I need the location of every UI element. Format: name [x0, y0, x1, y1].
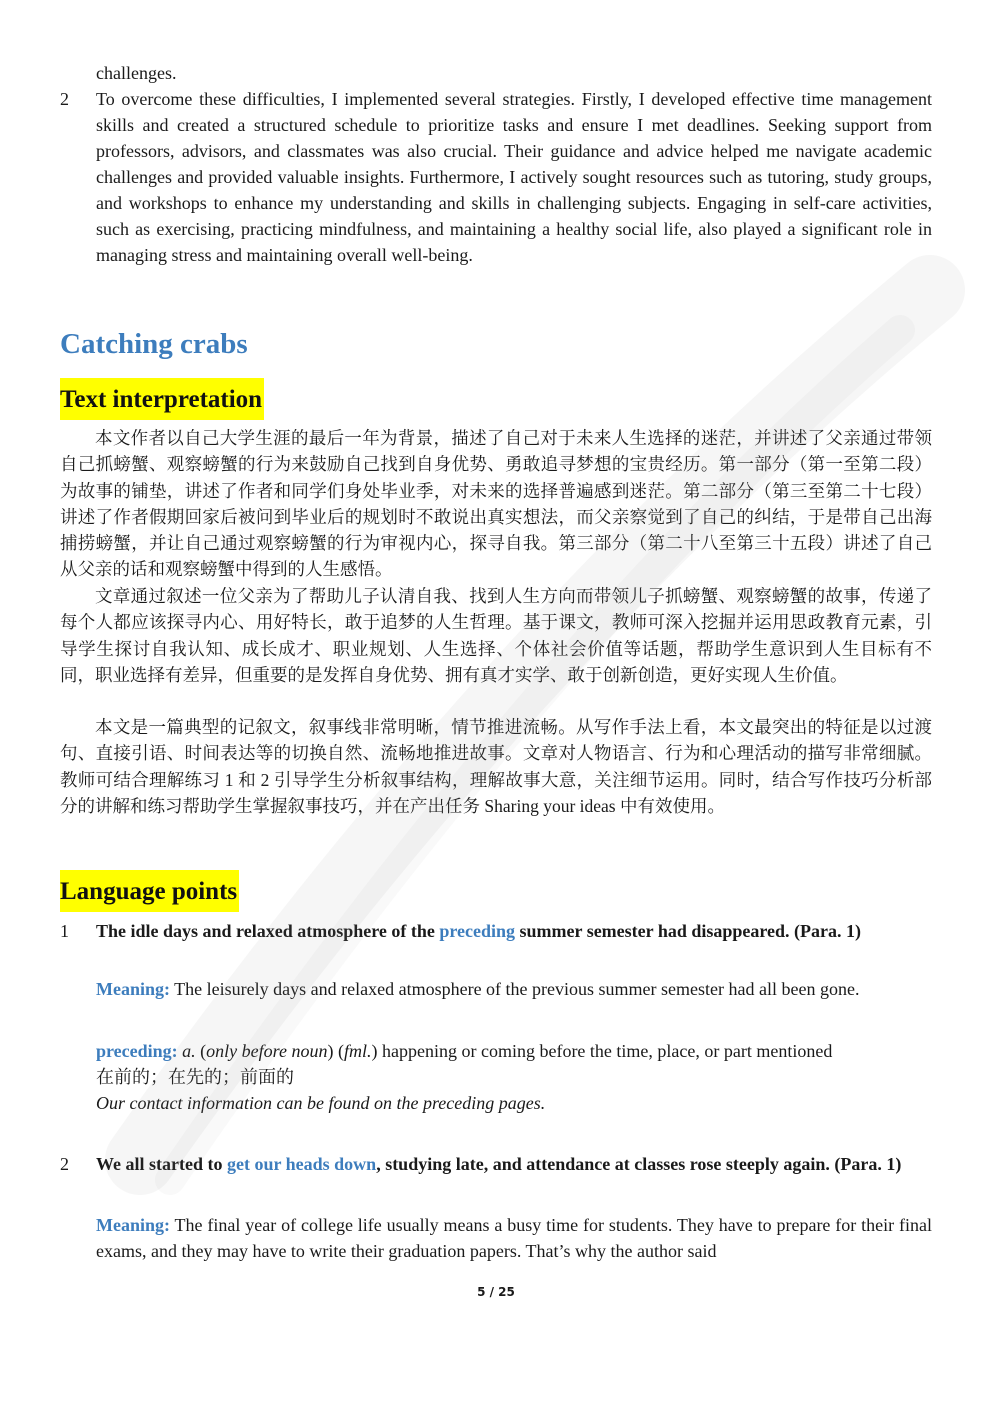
register-note: fml.	[343, 1041, 372, 1061]
example-sentence: Our contact information can be found on the preceding pages.	[96, 1093, 546, 1113]
meaning-1	[96, 976, 932, 1002]
paren-text: (	[195, 1041, 207, 1061]
sentence-text: , studying late, and attendance at classes rose steeply again. (Para. 1)	[376, 1154, 902, 1174]
key-word: preceding	[439, 921, 516, 941]
sentence-text: summer semester had disappeared. (Para. 1)	[515, 921, 862, 941]
paragraph-continuation: challenges.	[96, 63, 177, 83]
list-number: 2	[60, 1154, 69, 1174]
meaning-label: Meaning:	[96, 979, 170, 999]
list-number: 2	[60, 89, 69, 109]
key-phrase: get our heads down	[226, 1154, 377, 1174]
meaning-text: The final year of college life usually means a busy time for students. They have to prepare for their final exams, and they may have to write their graduation papers. That’s why the author said	[96, 1215, 932, 1261]
key-sentence-1	[96, 918, 932, 944]
usage-note: only before noun	[206, 1041, 328, 1061]
list-number: 1	[60, 921, 69, 941]
sentence-text: We all started to	[96, 1154, 227, 1174]
strategy-paragraph: To overcome these difficulties, I implemented several strategies. Firstly, I developed effective time management skills and created a structured schedule to prioritize tasks and ensure I met deadlines. Seeking support from professors, advisors, and classmates was also crucial. Their guidance and advice helped me navigate academic challenges and provided valuable insights. Furthermore, I actively sought resources such as tutoring, study groups, and workshops to enhance my understanding and skills in challenging subjects. Engaging in self-care activities, such as exercising, practicing mindfulness, and maintaining a healthy social life, also played a significant role in managing stress and maintaining overall well-being.	[96, 89, 932, 265]
word-entry-preceding	[96, 1038, 932, 1064]
interpretation-paragraph-1: 本文作者以自己大学生涯的最后一年为背景，描述了自己对于未来人生选择的迷茫，并讲述了父亲通过带领自己抓螃蟹、观察螃蟹的行为来鼓励自己找到自身优势、勇敢追寻梦想的宝贵经历。第一部分（第一至第二段）为故事的铺垫，讲述了作者和同学们身处毕业季，对未来的选择普遍感到迷茫。第二部分（第三至第二十七段）讲述了作者假期回家后被问到毕业后的规划时不敢说出真实想法，而父亲察觉到了自己的纠结，于是带自己出海捕捞螃蟹，并让自己通过观察螃蟹的行为审视内心，探寻自我。第三部分（第二十八至第三十五段）讲述了自己从父亲的话和观察螃蟹中得到的人生感悟。	[60, 428, 932, 580]
meaning-text: The leisurely days and relaxed atmosphere of the previous summer semester had all been gone.	[170, 979, 860, 999]
text-interpretation-heading: Text interpretation	[60, 378, 264, 420]
page-number: 5 / 25	[477, 1285, 515, 1299]
part-of-speech: a.	[182, 1041, 196, 1061]
word-label: preceding:	[96, 1041, 178, 1061]
chinese-translation: 在前的；在先的；前面的	[96, 1067, 294, 1087]
sentence-text: The idle days and relaxed atmosphere of the	[96, 921, 440, 941]
language-points-heading: Language points	[60, 870, 239, 912]
definition-text: ) happening or coming before the time, place, or part mentioned	[371, 1041, 833, 1061]
section-title: Catching crabs	[60, 328, 248, 360]
interpretation-paragraph-2: 文章通过叙述一位父亲为了帮助儿子认清自我、找到人生方向而带领儿子抓螃蟹、观察螃蟹的故事，传递了每个人都应该探寻内心、用好特长，敢于追梦的人生哲理。基于课文，教师可深入挖掘并运用思政教育元素，引导学生探讨自我认知、成长成才、职业规划、人生选择、个体社会价值等话题，帮助学生意识到人生目标有不同，职业选择有差异，但重要的是发挥自身优势、拥有真才实学、敢于创新创造，更好实现人生价值。	[60, 586, 932, 685]
interpretation-paragraph-3: 本文是一篇典型的记叙文，叙事线非常明晰，情节推进流畅。从写作手法上看，本文最突出的特征是以过渡句、直接引语、时间表达等的切换自然、流畅地推进故事。文章对人物语言、行为和心理活动的描写非常细腻。教师可结合理解练习 1 和 2 引导学生分析叙事结构，理解故事大意，关注细节运用。同时，结合写作技巧分析部分的讲解和练习帮助学生掌握叙事技巧，并在产出任务 Sharing your ideas 中有效使用。	[60, 717, 932, 816]
key-sentence-2	[96, 1151, 932, 1177]
meaning-2	[96, 1212, 932, 1264]
meaning-label: Meaning:	[96, 1215, 170, 1235]
paren-text: ) (	[327, 1041, 344, 1061]
